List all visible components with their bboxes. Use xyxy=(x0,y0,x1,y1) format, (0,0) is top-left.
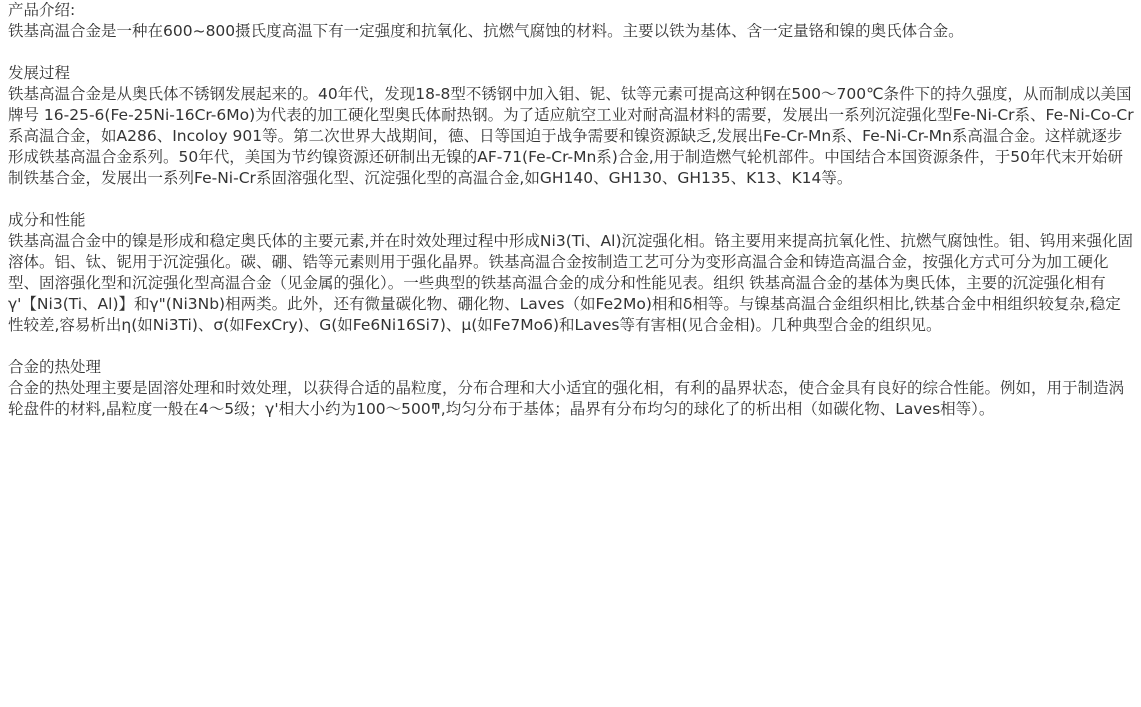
document-content xyxy=(8,0,1136,441)
section-body: 铁基高温合金是一种在600~800摄氏度高温下有一定强度和抗氧化、抗燃气腐蚀的材料。主要以铁为基体、含一定量铬和镍的奥氏体合金。 xyxy=(8,22,964,40)
section-title: 发展过程 xyxy=(8,64,71,82)
section-heat-treatment xyxy=(8,357,1136,420)
section-title: 合金的热处理 xyxy=(8,358,102,376)
section-body: 铁基高温合金是从奥氏体不锈钢发展起来的。40年代，发现18-8型不锈钢中加入钼、铌、钛等元素可提高这种钢在500～700℃条件下的持久强度，从而制成以美国牌号 16-25-6(Fe-25Ni-16Cr-6Mo)为代表的加工硬化型奥氏体耐热钢。为了适应航空工业对耐高温材料的需要，发展出一系列沉淀强化型Fe-Ni-Cr系、Fe-Ni-Co-Cr系高温合金，如A286、Incoloy 901等。第二次世界大战期间，德、日等国迫于战争需要和镍资源缺乏,发展出Fe-Cr-Mn系、Fe-Ni-Cr-Mn系高温合金。这样就逐步形成铁基高温合金系列。50年代，美国为节约镍资源还研制出无镍的AF-71(Fe-Cr-Mn系)合金,用于制造燃气轮机部件。中国结合本国资源条件，于50年代末开始研制铁基合金，发展出一系列Fe-Ni-Cr系固溶强化型、沉淀强化型的高温合金,如GH140、GH130、GH135、K13、K14等。 xyxy=(8,85,1134,187)
section-body: 铁基高温合金中的镍是形成和稳定奥氏体的主要元素,并在时效处理过程中形成Ni3(Ti、Al)沉淀强化相。铬主要用来提高抗氧化性、抗燃气腐蚀性。钼、钨用来强化固溶体。铝、钛、铌用于沉淀强化。碳、硼、锆等元素则用于强化晶界。铁基高温合金按制造工艺可分为变形高温合金和铸造高温合金，按强化方式可分为加工硬化型、固溶强化型和沉淀强化型高温合金（见金属的强化）。一些典型的铁基高温合金的成分和性能见表。组织 铁基高温合金的基体为奥氏体，主要的沉淀强化相有γ'【Ni3(Ti、Al)】和γ"(Ni3Nb)相两类。此外，还有微量碳化物、硼化物、Laves（如Fe2Mo)相和δ相等。与镍基高温合金组织相比,铁基合金中相组织较复杂,稳定性较差,容易析出η(如Ni3Ti)、σ(如FexCry)、G(如Fe6Ni16Si7)、μ(如Fe7Mo6)和Laves等有害相(见合金相)。几种典型合金的组织见。 xyxy=(8,232,1133,334)
section-product-intro xyxy=(8,0,1136,42)
section-composition xyxy=(8,210,1136,336)
section-development xyxy=(8,63,1136,189)
section-title: 成分和性能 xyxy=(8,211,86,229)
section-title: 产品介绍: xyxy=(8,1,76,19)
section-body: 合金的热处理主要是固溶处理和时效处理，以获得合适的晶粒度，分布合理和大小适宜的强化相，有利的晶界状态，使合金具有良好的综合性能。例如，用于制造涡轮盘件的材料,晶粒度一般在4～5级；γ'相大小约为100～500ͳ,均匀分布于基体；晶界有分布均匀的球化了的析出相（如碳化物、Laves相等）。 xyxy=(8,379,1125,418)
